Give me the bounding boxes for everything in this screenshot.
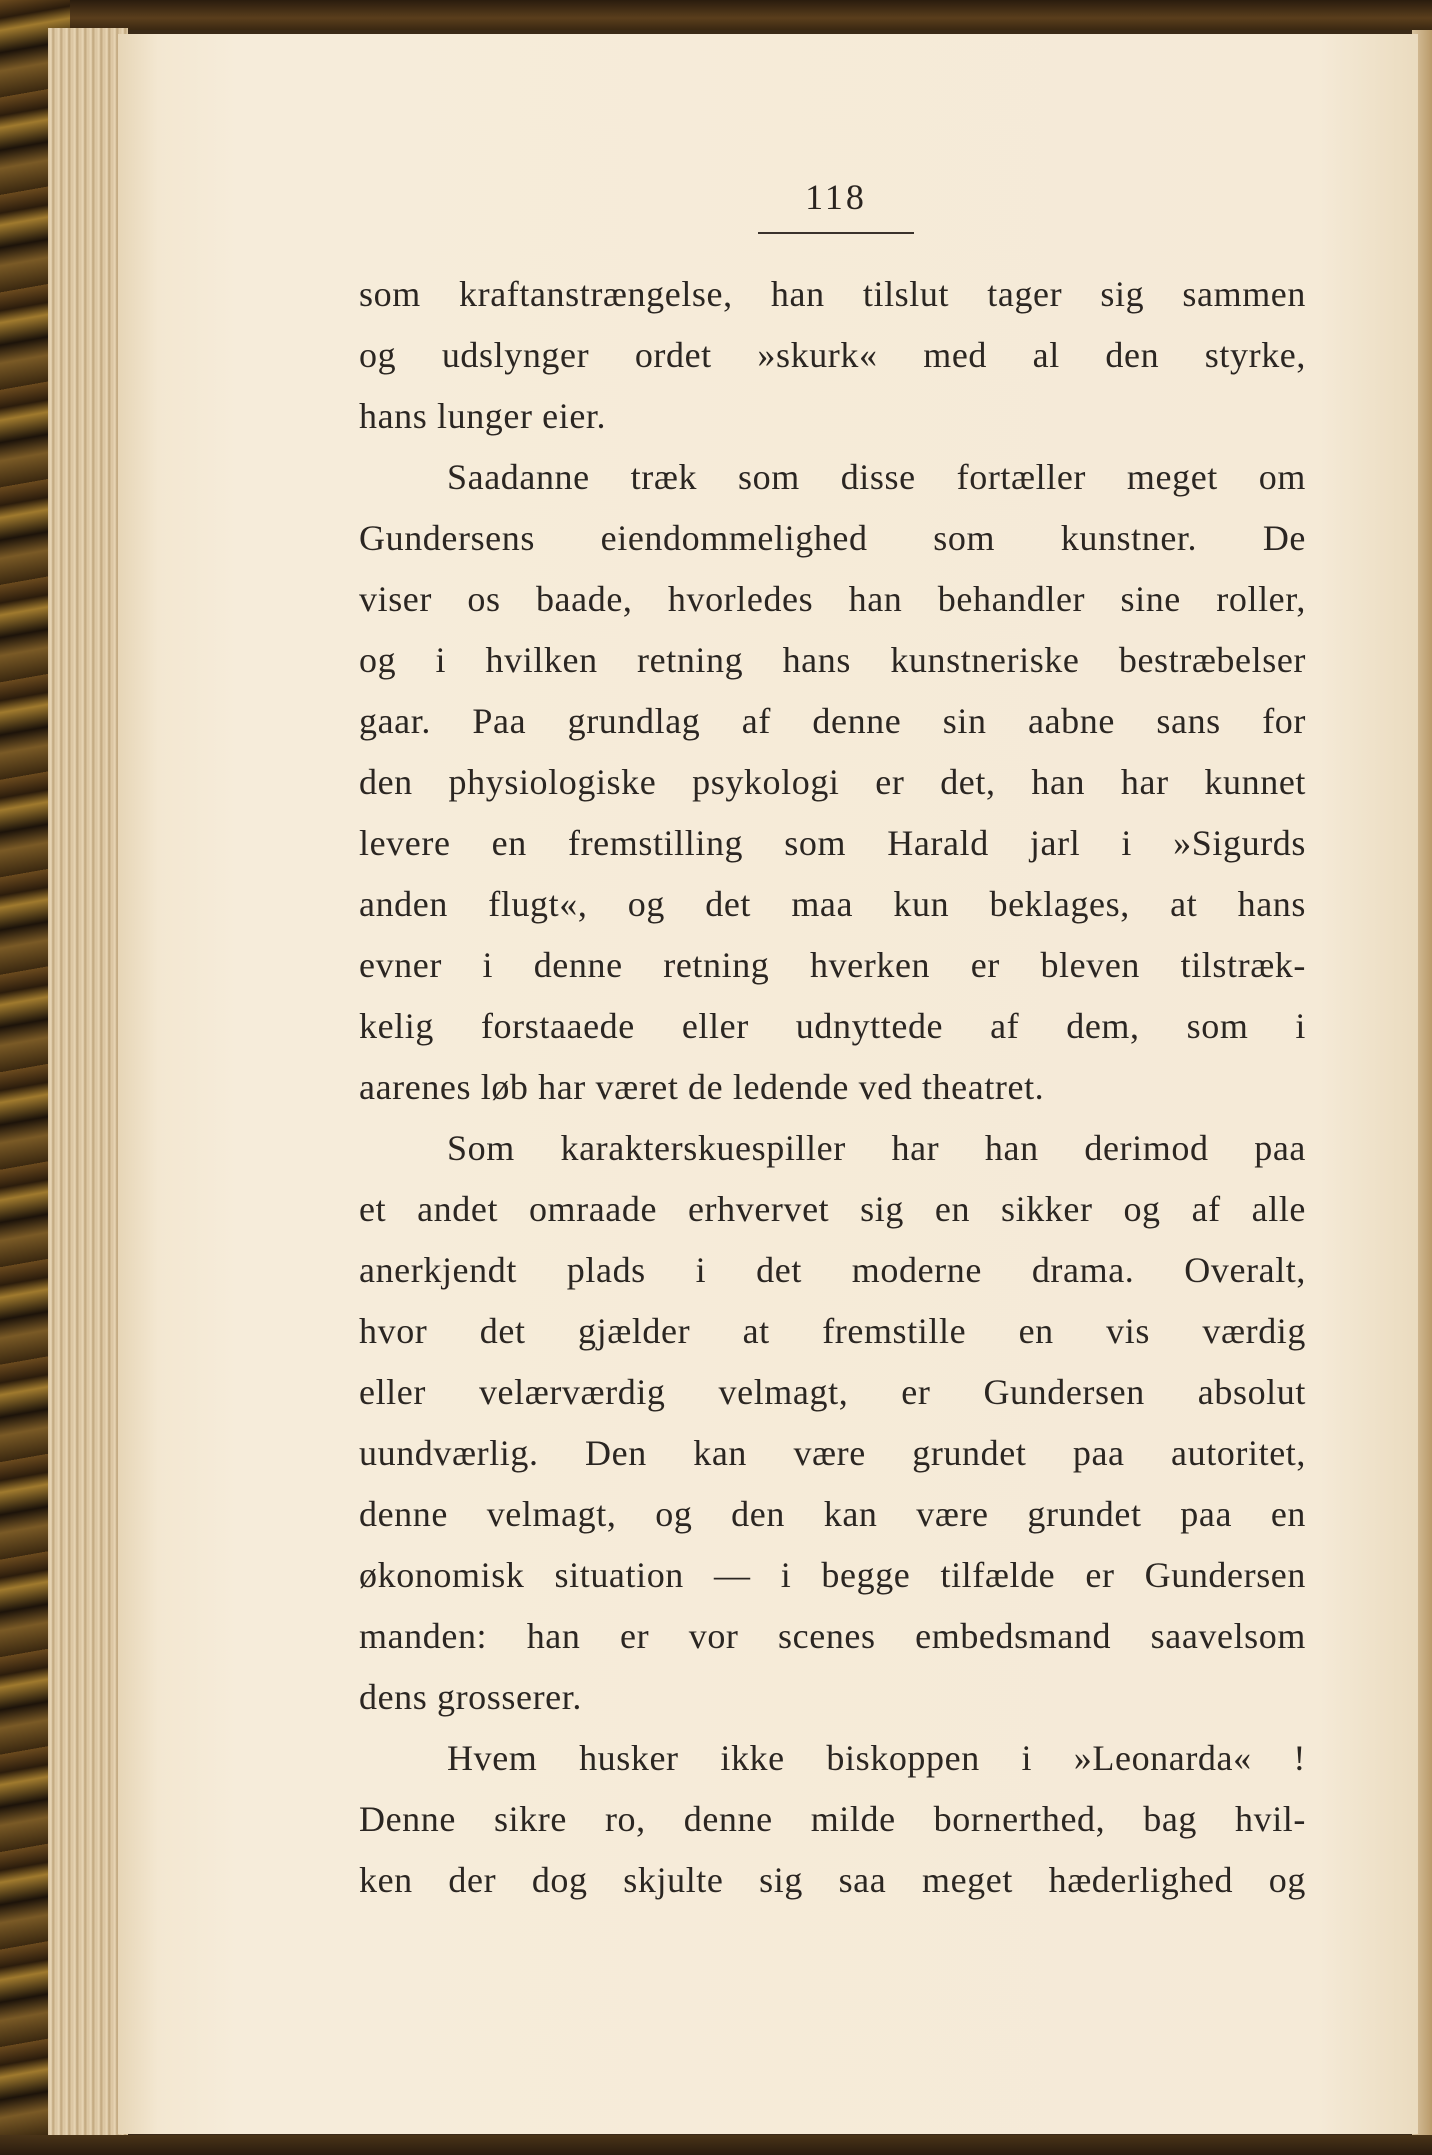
book-cover-bottom <box>0 2135 1432 2155</box>
body-text <box>359 264 1306 1911</box>
text-line: aarenes løb har været de ledende ved theatret. <box>359 1067 1045 1107</box>
text-line: denne velmagt, og den kan være grundet paa en <box>359 1494 1306 1534</box>
text-line: hvor det gjælder at fremstille en vis værdig <box>359 1311 1306 1351</box>
text-line: og i hvilken retning hans kunstneriske bestræbelser <box>359 640 1306 680</box>
text-line: uundværlig. Den kan være grundet paa autoritet, <box>359 1433 1306 1473</box>
text-line: den physiologiske psykologi er det, han har kunnet <box>359 762 1306 802</box>
page-number-rule <box>758 232 914 234</box>
text-line: ken der dog skjulte sig saa meget hæderlighed og <box>359 1860 1306 1900</box>
text-line: Denne sikre ro, denne milde bornerthed, bag hvil- <box>359 1799 1306 1839</box>
page-edges <box>48 28 128 2140</box>
text-line: som kraftanstrængelse, han tilslut tager sig sammen <box>359 274 1306 314</box>
text-line: Saadanne træk som disse fortæller meget om <box>447 457 1306 497</box>
text-line: kelig forstaaede eller udnyttede af dem, som i <box>359 1006 1306 1046</box>
text-line: Gundersens eiendommelighed som kunstner. De <box>359 518 1306 558</box>
text-line: anden flugt«, og det maa kun beklages, at hans <box>359 884 1306 924</box>
text-line: viser os baade, hvorledes han behandler sine roller, <box>359 579 1306 619</box>
text-line: gaar. Paa grundlag af denne sin aabne sans for <box>359 701 1306 741</box>
text-line: et andet omraade erhvervet sig en sikker og af alle <box>359 1189 1306 1229</box>
text-line: Hvem husker ikke biskoppen i »Leonarda« ! <box>447 1738 1306 1778</box>
text-line: manden: han er vor scenes embedsmand saavelsom <box>359 1616 1306 1656</box>
text-line: anerkjendt plads i det moderne drama. Overalt, <box>359 1250 1306 1290</box>
text-line: og udslynger ordet »skurk« med al den styrke, <box>359 335 1306 375</box>
text-line: eller velærværdig velmagt, er Gundersen absolut <box>359 1372 1306 1412</box>
text-line: levere en fremstilling som Harald jarl i »Sigurds <box>359 823 1306 863</box>
text-line: Som karakterskuespiller har han derimod paa <box>447 1128 1306 1168</box>
book-cover-top <box>0 0 1432 30</box>
text-line: dens grosserer. <box>359 1677 582 1717</box>
text-line: evner i denne retning hverken er bleven tilstræk- <box>359 945 1306 985</box>
text-line: hans lunger eier. <box>359 396 607 436</box>
page-number: 118 <box>805 177 867 217</box>
text-line: økonomisk situation — i begge tilfælde er Gundersen <box>359 1555 1306 1595</box>
